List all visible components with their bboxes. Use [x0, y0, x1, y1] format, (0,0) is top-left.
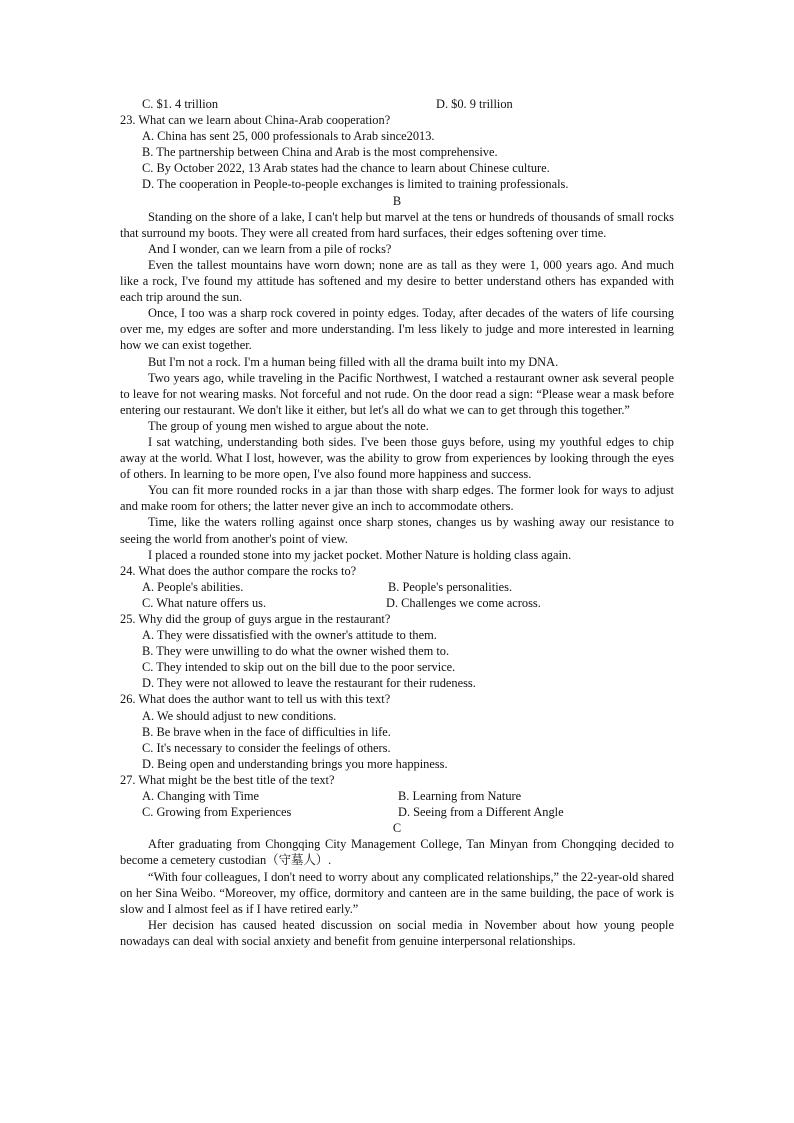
q25-option-c: C. They intended to skip out on the bill due to the poor service.: [142, 660, 456, 675]
q26-option-a: A. We should adjust to new conditions.: [142, 708, 337, 723]
q22-option-d: D. $0. 9 trillion: [436, 97, 513, 111]
passage-c-paragraph: Her decision has caused heated discussion on social media in November about how young people nowadays can deal with social anxiety and benefit from genuine interpersonal relationships.: [120, 917, 674, 948]
q24-options-row: [120, 595, 674, 611]
q25-option-a: A. They were dissatisfied with the owner's attitude to them.: [142, 628, 437, 643]
q24-option-b: B. People's personalities.: [388, 579, 513, 594]
q24-stem: 24. What does the author compare the rocks to?: [120, 563, 357, 578]
q25-option-b: B. They were unwilling to do what the owner wished them to.: [142, 644, 450, 659]
passage-b-paragraph: Standing on the shore of a lake, I can't help but marvel at the tens or hundreds of thousands of small rocks that surround my boots. They were all created from hard surfaces, their edges softening over time.: [120, 209, 674, 240]
q27-options-row: [120, 804, 674, 820]
q23-option-d: D. The cooperation in People-to-people exchanges is limited to training professionals.: [142, 177, 569, 192]
passage-b-paragraph: The group of young men wished to argue about the note.: [148, 418, 429, 433]
q26-option-b: B. Be brave when in the face of difficulties in life.: [142, 724, 391, 739]
q24-options-row: [120, 579, 674, 595]
passage-c-paragraph: After graduating from Chongqing City Management College, Tan Minyan from Chongqing decided to become a cemetery custodian（守墓人）.: [120, 837, 674, 868]
passage-b-paragraph: I placed a rounded stone into my jacket pocket. Mother Nature is holding class again.: [148, 547, 572, 562]
q27-option-d: D. Seeing from a Different Angle: [398, 805, 564, 820]
passage-b-paragraph: And I wonder, can we learn from a pile of rocks?: [148, 241, 392, 256]
q25-stem: 25. Why did the group of guys argue in the restaurant?: [120, 612, 391, 626]
q24-option-d: D. Challenges we come across.: [386, 595, 541, 610]
passage-b-paragraph: Once, I too was a sharp rock covered in pointy edges. Today, after decades of the waters of life coursing over me, my edges are softer and more understanding. I'm less likely to judge and more interested in learning how we can exist together.: [120, 306, 674, 353]
q24-option-a: A. People's abilities.: [142, 579, 244, 594]
q24-option-c: C. What nature offers us.: [142, 595, 267, 610]
section-c-heading: C: [392, 821, 402, 836]
q27-option-c: C. Growing from Experiences: [142, 805, 292, 820]
q23-stem: 23. What can we learn about China-Arab cooperation?: [120, 113, 391, 128]
passage-b-paragraph: But I'm not a rock. I'm a human being filled with all the drama built into my DNA.: [148, 354, 559, 369]
exam-page: [120, 96, 674, 949]
q27-options-row: [120, 788, 674, 804]
passage-b-paragraph: I sat watching, understanding both sides. I've been those guys before, using my youthful edges to chip away at the world. What I lost, however, was the ability to grow from experiences by looking through the eyes of others. In learning to be more open, I've also found more happiness and success.: [120, 434, 674, 482]
q25-option-d: D. They were not allowed to leave the restaurant for their rudeness.: [142, 676, 476, 691]
q23-option-c: C. By October 2022, 13 Arab states had the chance to learn about Chinese culture.: [142, 161, 550, 176]
q22-options-row: [120, 96, 674, 112]
q27-option-a: A. Changing with Time: [142, 789, 260, 804]
passage-b-paragraph: Time, like the waters rolling against once sharp stones, changes us by washing away our resistance to seeing the world from another's point of view.: [120, 515, 674, 546]
q26-stem: 26. What does the author want to tell us with this text?: [120, 692, 391, 707]
section-b-heading: B: [392, 193, 402, 208]
passage-c-paragraph: “With four colleagues, I don't need to worry about any complicated relationships,” the 22-year-old shared on her Sina Weibo. “Moreover, my office, dormitory and canteen are in the same building, the pace of work is slow and I almost feel as if I have retired early.”: [120, 869, 674, 916]
q23-option-b: B. The partnership between China and Arab is the most comprehensive.: [142, 145, 498, 160]
passage-b-paragraph: Two years ago, while traveling in the Pacific Northwest, I watched a restaurant owner ask several people to leave for not wearing masks. Not forceful and not rude. On the door read a sign: “Please wear a mask before entering our restaurant. We don't like it either, but let's all do what we can to get through this together.”: [120, 370, 674, 417]
q26-option-c: C. It's necessary to consider the feelings of others.: [142, 740, 391, 755]
passage-b-paragraph: Even the tallest mountains have worn down; none are as tall as they were 1, 000 years ago. And much like a rock, I've found my attitude has softened and my desire to better understand others has expanded with each trip around the sun.: [120, 257, 674, 305]
q26-option-d: D. Being open and understanding brings you more happiness.: [142, 756, 448, 771]
q22-option-c: C. $1. 4 trillion: [142, 97, 219, 111]
q27-option-b: B. Learning from Nature: [398, 789, 522, 804]
q27-stem: 27. What might be the best title of the text?: [120, 772, 335, 787]
q23-option-a: A. China has sent 25, 000 professionals to Arab since2013.: [142, 129, 435, 144]
passage-b-paragraph: You can fit more rounded rocks in a jar than those with sharp edges. The former look for ways to adjust and make room for others; the latter never give an inch to accommodate others.: [120, 483, 674, 514]
